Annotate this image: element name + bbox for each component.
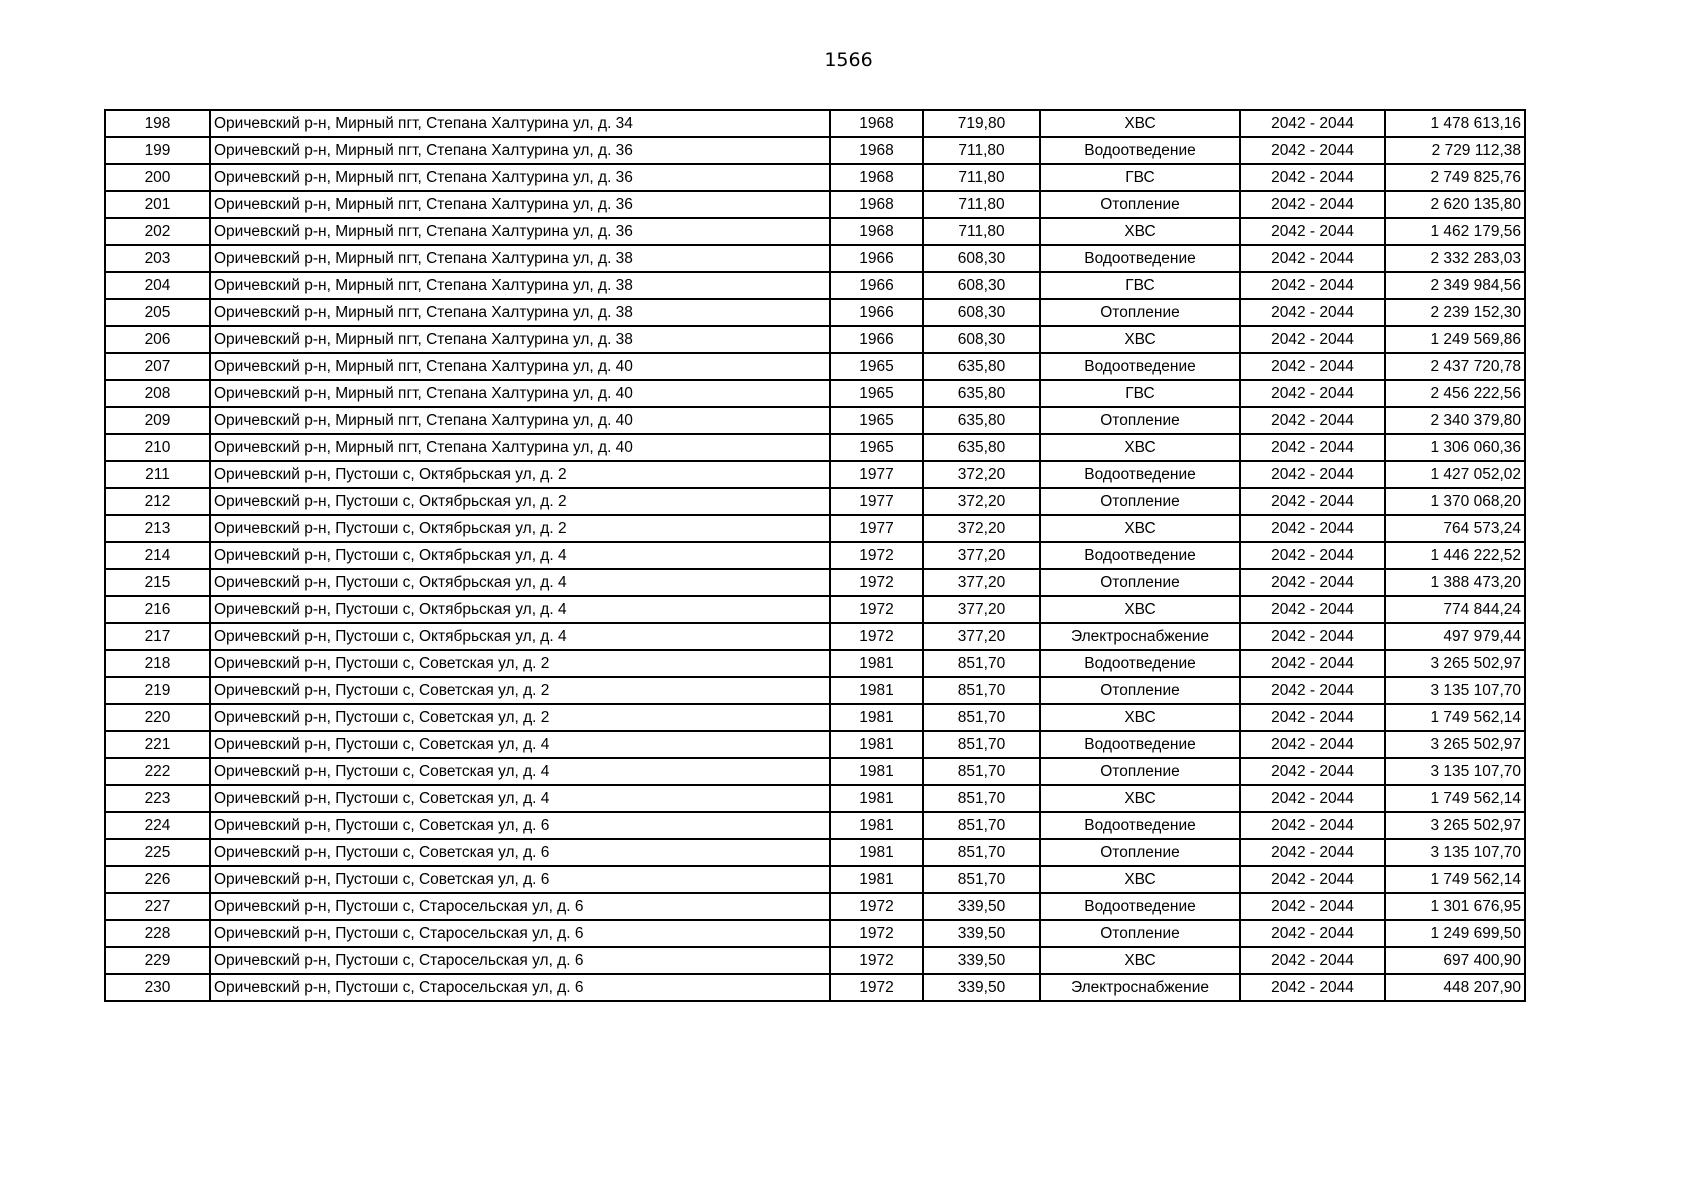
period-cell: 2042 - 2044 xyxy=(1240,191,1385,218)
cost-cell: 697 400,90 xyxy=(1385,947,1525,974)
period-cell: 2042 - 2044 xyxy=(1240,893,1385,920)
period-cell: 2042 - 2044 xyxy=(1240,623,1385,650)
year-built-cell: 1966 xyxy=(830,272,923,299)
address-cell: Оричевский р-н, Пустоши с, Старосельская ул, д. 6 xyxy=(210,947,830,974)
cost-cell: 1 749 562,14 xyxy=(1385,785,1525,812)
address-cell: Оричевский р-н, Мирный пгт, Степана Халтурина ул, д. 36 xyxy=(210,218,830,245)
work-type-cell: ГВС xyxy=(1040,164,1240,191)
work-type-cell: ХВС xyxy=(1040,947,1240,974)
year-built-cell: 1981 xyxy=(830,839,923,866)
area-cell: 711,80 xyxy=(923,218,1040,245)
cost-cell: 3 265 502,97 xyxy=(1385,650,1525,677)
cost-cell: 1 388 473,20 xyxy=(1385,569,1525,596)
area-cell: 635,80 xyxy=(923,407,1040,434)
table-row xyxy=(105,677,1525,704)
period-cell: 2042 - 2044 xyxy=(1240,299,1385,326)
work-type-cell: Отопление xyxy=(1040,299,1240,326)
cost-cell: 497 979,44 xyxy=(1385,623,1525,650)
area-cell: 339,50 xyxy=(923,947,1040,974)
row-number-cell: 227 xyxy=(105,893,210,920)
year-built-cell: 1965 xyxy=(830,407,923,434)
work-type-cell: ХВС xyxy=(1040,326,1240,353)
area-cell: 372,20 xyxy=(923,461,1040,488)
area-cell: 719,80 xyxy=(923,110,1040,137)
row-number-cell: 214 xyxy=(105,542,210,569)
year-built-cell: 1965 xyxy=(830,353,923,380)
period-cell: 2042 - 2044 xyxy=(1240,839,1385,866)
work-type-cell: Электроснабжение xyxy=(1040,974,1240,1001)
address-cell: Оричевский р-н, Мирный пгт, Степана Халтурина ул, д. 38 xyxy=(210,299,830,326)
area-cell: 339,50 xyxy=(923,893,1040,920)
row-number-cell: 198 xyxy=(105,110,210,137)
work-type-cell: Водоотведение xyxy=(1040,731,1240,758)
table-row xyxy=(105,947,1525,974)
table-row xyxy=(105,893,1525,920)
work-type-cell: ХВС xyxy=(1040,515,1240,542)
table-row xyxy=(105,704,1525,731)
year-built-cell: 1968 xyxy=(830,164,923,191)
period-cell: 2042 - 2044 xyxy=(1240,974,1385,1001)
row-number-cell: 224 xyxy=(105,812,210,839)
period-cell: 2042 - 2044 xyxy=(1240,461,1385,488)
table-row xyxy=(105,488,1525,515)
cost-cell: 2 340 379,80 xyxy=(1385,407,1525,434)
table-row xyxy=(105,110,1525,137)
cost-cell: 1 249 569,86 xyxy=(1385,326,1525,353)
address-cell: Оричевский р-н, Пустоши с, Старосельская ул, д. 6 xyxy=(210,974,830,1001)
cost-cell: 2 349 984,56 xyxy=(1385,272,1525,299)
area-cell: 608,30 xyxy=(923,299,1040,326)
area-cell: 377,20 xyxy=(923,542,1040,569)
table-row xyxy=(105,407,1525,434)
year-built-cell: 1981 xyxy=(830,704,923,731)
address-cell: Оричевский р-н, Пустоши с, Старосельская ул, д. 6 xyxy=(210,920,830,947)
year-built-cell: 1981 xyxy=(830,758,923,785)
period-cell: 2042 - 2044 xyxy=(1240,434,1385,461)
address-cell: Оричевский р-н, Пустоши с, Советская ул, д. 4 xyxy=(210,731,830,758)
repair-schedule-table xyxy=(104,109,1526,1002)
row-number-cell: 220 xyxy=(105,704,210,731)
address-cell: Оричевский р-н, Пустоши с, Октябрьская ул, д. 2 xyxy=(210,515,830,542)
area-cell: 711,80 xyxy=(923,164,1040,191)
period-cell: 2042 - 2044 xyxy=(1240,569,1385,596)
address-cell: Оричевский р-н, Пустоши с, Октябрьская ул, д. 4 xyxy=(210,596,830,623)
work-type-cell: ХВС xyxy=(1040,434,1240,461)
address-cell: Оричевский р-н, Пустоши с, Советская ул, д. 2 xyxy=(210,677,830,704)
year-built-cell: 1981 xyxy=(830,812,923,839)
table-row xyxy=(105,191,1525,218)
work-type-cell: ГВС xyxy=(1040,380,1240,407)
area-cell: 377,20 xyxy=(923,623,1040,650)
year-built-cell: 1965 xyxy=(830,434,923,461)
area-cell: 372,20 xyxy=(923,515,1040,542)
row-number-cell: 221 xyxy=(105,731,210,758)
area-cell: 339,50 xyxy=(923,920,1040,947)
year-built-cell: 1968 xyxy=(830,218,923,245)
address-cell: Оричевский р-н, Мирный пгт, Степана Халтурина ул, д. 36 xyxy=(210,164,830,191)
year-built-cell: 1977 xyxy=(830,488,923,515)
period-cell: 2042 - 2044 xyxy=(1240,488,1385,515)
address-cell: Оричевский р-н, Мирный пгт, Степана Халтурина ул, д. 36 xyxy=(210,191,830,218)
row-number-cell: 230 xyxy=(105,974,210,1001)
year-built-cell: 1972 xyxy=(830,596,923,623)
period-cell: 2042 - 2044 xyxy=(1240,731,1385,758)
row-number-cell: 228 xyxy=(105,920,210,947)
address-cell: Оричевский р-н, Мирный пгт, Степана Халтурина ул, д. 34 xyxy=(210,110,830,137)
work-type-cell: Водоотведение xyxy=(1040,542,1240,569)
table-row xyxy=(105,353,1525,380)
work-type-cell: Отопление xyxy=(1040,758,1240,785)
row-number-cell: 201 xyxy=(105,191,210,218)
area-cell: 635,80 xyxy=(923,380,1040,407)
work-type-cell: Водоотведение xyxy=(1040,461,1240,488)
area-cell: 372,20 xyxy=(923,488,1040,515)
cost-cell: 1 478 613,16 xyxy=(1385,110,1525,137)
cost-cell: 3 135 107,70 xyxy=(1385,677,1525,704)
row-number-cell: 216 xyxy=(105,596,210,623)
address-cell: Оричевский р-н, Пустоши с, Советская ул, д. 6 xyxy=(210,812,830,839)
period-cell: 2042 - 2044 xyxy=(1240,866,1385,893)
cost-cell: 1 446 222,52 xyxy=(1385,542,1525,569)
year-built-cell: 1966 xyxy=(830,245,923,272)
work-type-cell: ХВС xyxy=(1040,785,1240,812)
work-type-cell: ГВС xyxy=(1040,272,1240,299)
table-row xyxy=(105,623,1525,650)
table-row xyxy=(105,218,1525,245)
row-number-cell: 218 xyxy=(105,650,210,677)
work-type-cell: Отопление xyxy=(1040,920,1240,947)
area-cell: 851,70 xyxy=(923,839,1040,866)
row-number-cell: 200 xyxy=(105,164,210,191)
period-cell: 2042 - 2044 xyxy=(1240,920,1385,947)
address-cell: Оричевский р-н, Пустоши с, Советская ул, д. 6 xyxy=(210,839,830,866)
table-row xyxy=(105,326,1525,353)
year-built-cell: 1968 xyxy=(830,110,923,137)
row-number-cell: 226 xyxy=(105,866,210,893)
address-cell: Оричевский р-н, Мирный пгт, Степана Халтурина ул, д. 40 xyxy=(210,380,830,407)
row-number-cell: 209 xyxy=(105,407,210,434)
row-number-cell: 202 xyxy=(105,218,210,245)
cost-cell: 3 135 107,70 xyxy=(1385,839,1525,866)
cost-cell: 2 437 720,78 xyxy=(1385,353,1525,380)
work-type-cell: Водоотведение xyxy=(1040,650,1240,677)
period-cell: 2042 - 2044 xyxy=(1240,164,1385,191)
year-built-cell: 1972 xyxy=(830,947,923,974)
row-number-cell: 217 xyxy=(105,623,210,650)
period-cell: 2042 - 2044 xyxy=(1240,218,1385,245)
address-cell: Оричевский р-н, Пустоши с, Октябрьская ул, д. 4 xyxy=(210,542,830,569)
work-type-cell: Водоотведение xyxy=(1040,245,1240,272)
row-number-cell: 223 xyxy=(105,785,210,812)
cost-cell: 1 370 068,20 xyxy=(1385,488,1525,515)
cost-cell: 1 462 179,56 xyxy=(1385,218,1525,245)
area-cell: 851,70 xyxy=(923,812,1040,839)
cost-cell: 764 573,24 xyxy=(1385,515,1525,542)
year-built-cell: 1972 xyxy=(830,623,923,650)
address-cell: Оричевский р-н, Пустоши с, Октябрьская ул, д. 2 xyxy=(210,488,830,515)
work-type-cell: Отопление xyxy=(1040,569,1240,596)
year-built-cell: 1972 xyxy=(830,569,923,596)
table-row xyxy=(105,380,1525,407)
row-number-cell: 225 xyxy=(105,839,210,866)
period-cell: 2042 - 2044 xyxy=(1240,272,1385,299)
year-built-cell: 1972 xyxy=(830,542,923,569)
cost-cell: 448 207,90 xyxy=(1385,974,1525,1001)
table-row xyxy=(105,515,1525,542)
table-row xyxy=(105,137,1525,164)
work-type-cell: Электроснабжение xyxy=(1040,623,1240,650)
period-cell: 2042 - 2044 xyxy=(1240,326,1385,353)
table-row xyxy=(105,245,1525,272)
table-row xyxy=(105,974,1525,1001)
page-number: 1566 xyxy=(824,49,873,71)
work-type-cell: Водоотведение xyxy=(1040,893,1240,920)
cost-cell: 1 306 060,36 xyxy=(1385,434,1525,461)
period-cell: 2042 - 2044 xyxy=(1240,380,1385,407)
row-number-cell: 208 xyxy=(105,380,210,407)
cost-cell: 1 749 562,14 xyxy=(1385,704,1525,731)
area-cell: 377,20 xyxy=(923,569,1040,596)
address-cell: Оричевский р-н, Мирный пгт, Степана Халтурина ул, д. 40 xyxy=(210,353,830,380)
year-built-cell: 1972 xyxy=(830,974,923,1001)
area-cell: 608,30 xyxy=(923,245,1040,272)
address-cell: Оричевский р-н, Пустоши с, Советская ул, д. 2 xyxy=(210,704,830,731)
period-cell: 2042 - 2044 xyxy=(1240,407,1385,434)
area-cell: 851,70 xyxy=(923,650,1040,677)
table-row xyxy=(105,461,1525,488)
area-cell: 851,70 xyxy=(923,758,1040,785)
table-row xyxy=(105,434,1525,461)
area-cell: 608,30 xyxy=(923,272,1040,299)
cost-cell: 1 301 676,95 xyxy=(1385,893,1525,920)
period-cell: 2042 - 2044 xyxy=(1240,758,1385,785)
address-cell: Оричевский р-н, Пустоши с, Октябрьская ул, д. 2 xyxy=(210,461,830,488)
work-type-cell: ХВС xyxy=(1040,596,1240,623)
year-built-cell: 1981 xyxy=(830,785,923,812)
period-cell: 2042 - 2044 xyxy=(1240,515,1385,542)
row-number-cell: 211 xyxy=(105,461,210,488)
area-cell: 711,80 xyxy=(923,137,1040,164)
year-built-cell: 1977 xyxy=(830,461,923,488)
row-number-cell: 215 xyxy=(105,569,210,596)
period-cell: 2042 - 2044 xyxy=(1240,596,1385,623)
table-body xyxy=(105,110,1525,1001)
work-type-cell: Отопление xyxy=(1040,488,1240,515)
year-built-cell: 1966 xyxy=(830,299,923,326)
year-built-cell: 1981 xyxy=(830,866,923,893)
cost-cell: 3 265 502,97 xyxy=(1385,812,1525,839)
address-cell: Оричевский р-н, Пустоши с, Советская ул, д. 4 xyxy=(210,785,830,812)
row-number-cell: 222 xyxy=(105,758,210,785)
row-number-cell: 219 xyxy=(105,677,210,704)
table-row xyxy=(105,164,1525,191)
area-cell: 851,70 xyxy=(923,704,1040,731)
cost-cell: 3 135 107,70 xyxy=(1385,758,1525,785)
year-built-cell: 1981 xyxy=(830,650,923,677)
work-type-cell: Отопление xyxy=(1040,407,1240,434)
year-built-cell: 1977 xyxy=(830,515,923,542)
period-cell: 2042 - 2044 xyxy=(1240,812,1385,839)
table-row xyxy=(105,272,1525,299)
work-type-cell: ХВС xyxy=(1040,218,1240,245)
row-number-cell: 203 xyxy=(105,245,210,272)
table-row xyxy=(105,596,1525,623)
address-cell: Оричевский р-н, Мирный пгт, Степана Халтурина ул, д. 40 xyxy=(210,407,830,434)
row-number-cell: 210 xyxy=(105,434,210,461)
cost-cell: 2 456 222,56 xyxy=(1385,380,1525,407)
address-cell: Оричевский р-н, Мирный пгт, Степана Халтурина ул, д. 38 xyxy=(210,245,830,272)
area-cell: 377,20 xyxy=(923,596,1040,623)
address-cell: Оричевский р-н, Пустоши с, Советская ул, д. 2 xyxy=(210,650,830,677)
year-built-cell: 1966 xyxy=(830,326,923,353)
period-cell: 2042 - 2044 xyxy=(1240,137,1385,164)
cost-cell: 3 265 502,97 xyxy=(1385,731,1525,758)
address-cell: Оричевский р-н, Пустоши с, Советская ул, д. 6 xyxy=(210,866,830,893)
period-cell: 2042 - 2044 xyxy=(1240,542,1385,569)
table-row xyxy=(105,812,1525,839)
table-row xyxy=(105,650,1525,677)
address-cell: Оричевский р-н, Мирный пгт, Степана Халтурина ул, д. 36 xyxy=(210,137,830,164)
area-cell: 851,70 xyxy=(923,731,1040,758)
row-number-cell: 212 xyxy=(105,488,210,515)
table-row xyxy=(105,839,1525,866)
year-built-cell: 1981 xyxy=(830,731,923,758)
area-cell: 851,70 xyxy=(923,677,1040,704)
area-cell: 339,50 xyxy=(923,974,1040,1001)
period-cell: 2042 - 2044 xyxy=(1240,110,1385,137)
cost-cell: 774 844,24 xyxy=(1385,596,1525,623)
work-type-cell: Водоотведение xyxy=(1040,137,1240,164)
address-cell: Оричевский р-н, Пустоши с, Октябрьская ул, д. 4 xyxy=(210,569,830,596)
year-built-cell: 1981 xyxy=(830,677,923,704)
year-built-cell: 1968 xyxy=(830,137,923,164)
row-number-cell: 206 xyxy=(105,326,210,353)
year-built-cell: 1965 xyxy=(830,380,923,407)
area-cell: 635,80 xyxy=(923,434,1040,461)
period-cell: 2042 - 2044 xyxy=(1240,677,1385,704)
cost-cell: 2 332 283,03 xyxy=(1385,245,1525,272)
table-row xyxy=(105,920,1525,947)
table-row xyxy=(105,785,1525,812)
work-type-cell: ХВС xyxy=(1040,110,1240,137)
row-number-cell: 204 xyxy=(105,272,210,299)
address-cell: Оричевский р-н, Пустоши с, Октябрьская ул, д. 4 xyxy=(210,623,830,650)
cost-cell: 2 749 825,76 xyxy=(1385,164,1525,191)
row-number-cell: 229 xyxy=(105,947,210,974)
work-type-cell: ХВС xyxy=(1040,704,1240,731)
period-cell: 2042 - 2044 xyxy=(1240,785,1385,812)
work-type-cell: Отопление xyxy=(1040,191,1240,218)
period-cell: 2042 - 2044 xyxy=(1240,704,1385,731)
address-cell: Оричевский р-н, Пустоши с, Советская ул, д. 4 xyxy=(210,758,830,785)
table-row xyxy=(105,542,1525,569)
address-cell: Оричевский р-н, Мирный пгт, Степана Халтурина ул, д. 38 xyxy=(210,272,830,299)
cost-cell: 2 620 135,80 xyxy=(1385,191,1525,218)
cost-cell: 2 729 112,38 xyxy=(1385,137,1525,164)
address-cell: Оричевский р-н, Пустоши с, Старосельская ул, д. 6 xyxy=(210,893,830,920)
period-cell: 2042 - 2044 xyxy=(1240,947,1385,974)
period-cell: 2042 - 2044 xyxy=(1240,353,1385,380)
area-cell: 711,80 xyxy=(923,191,1040,218)
work-type-cell: Отопление xyxy=(1040,677,1240,704)
work-type-cell: Отопление xyxy=(1040,839,1240,866)
table-row xyxy=(105,569,1525,596)
table-row xyxy=(105,299,1525,326)
row-number-cell: 199 xyxy=(105,137,210,164)
cost-cell: 1 249 699,50 xyxy=(1385,920,1525,947)
period-cell: 2042 - 2044 xyxy=(1240,650,1385,677)
year-built-cell: 1972 xyxy=(830,893,923,920)
address-cell: Оричевский р-н, Мирный пгт, Степана Халтурина ул, д. 40 xyxy=(210,434,830,461)
cost-cell: 2 239 152,30 xyxy=(1385,299,1525,326)
row-number-cell: 207 xyxy=(105,353,210,380)
area-cell: 851,70 xyxy=(923,785,1040,812)
table-row xyxy=(105,866,1525,893)
area-cell: 635,80 xyxy=(923,353,1040,380)
area-cell: 608,30 xyxy=(923,326,1040,353)
cost-cell: 1 427 052,02 xyxy=(1385,461,1525,488)
row-number-cell: 213 xyxy=(105,515,210,542)
table-row xyxy=(105,758,1525,785)
cost-cell: 1 749 562,14 xyxy=(1385,866,1525,893)
work-type-cell: Водоотведение xyxy=(1040,812,1240,839)
work-type-cell: ХВС xyxy=(1040,866,1240,893)
table-row xyxy=(105,731,1525,758)
period-cell: 2042 - 2044 xyxy=(1240,245,1385,272)
work-type-cell: Водоотведение xyxy=(1040,353,1240,380)
area-cell: 851,70 xyxy=(923,866,1040,893)
year-built-cell: 1972 xyxy=(830,920,923,947)
year-built-cell: 1968 xyxy=(830,191,923,218)
address-cell: Оричевский р-н, Мирный пгт, Степана Халтурина ул, д. 38 xyxy=(210,326,830,353)
row-number-cell: 205 xyxy=(105,299,210,326)
